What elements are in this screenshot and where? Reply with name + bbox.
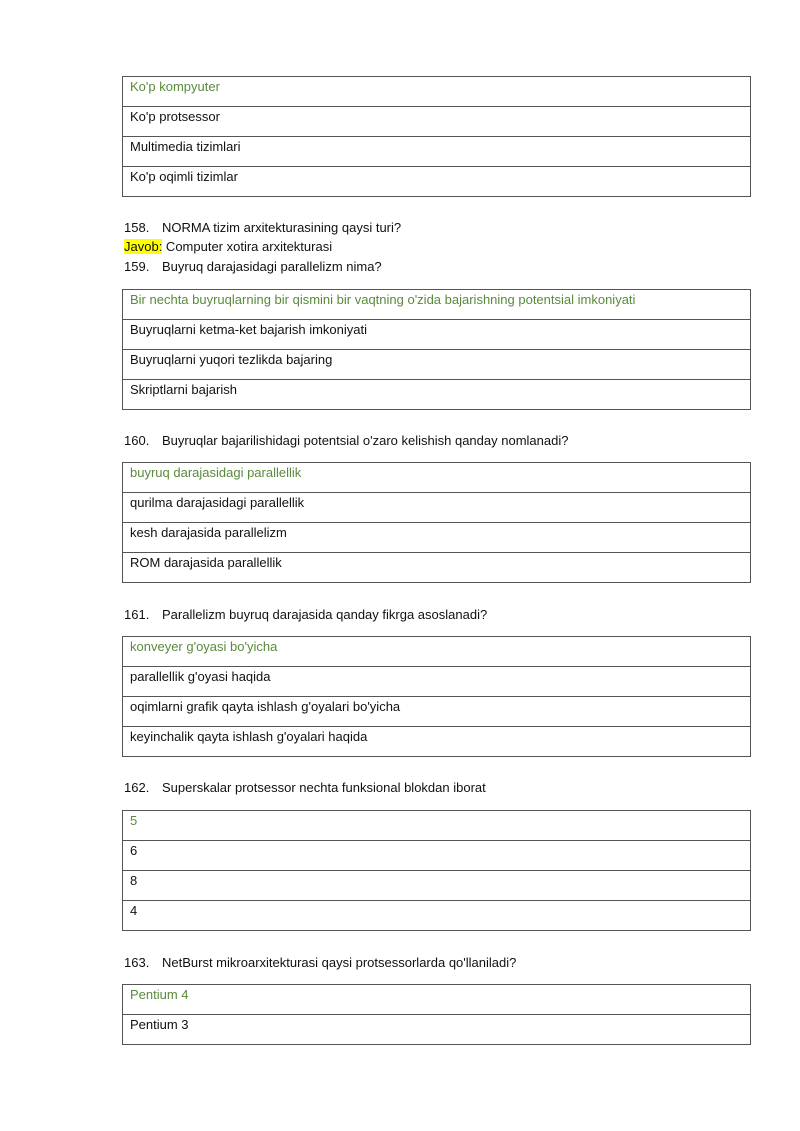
option-cell: Skriptlarni bajarish <box>123 380 751 410</box>
option-row <box>123 493 751 523</box>
question-text: NetBurst mikroarxitekturasi qaysi protsessorlarda qo'llaniladi? <box>162 955 517 970</box>
option-row <box>123 697 751 727</box>
question-number: 162. <box>124 780 150 795</box>
question-text: Buyruq darajasidagi parallelizm nima? <box>162 259 382 274</box>
option-row <box>123 553 751 583</box>
option-cell: Ko'p protsessor <box>123 107 751 137</box>
option-cell: konveyer g'oyasi bo'yicha <box>123 637 751 667</box>
question-text: Parallelizm buyruq darajasida qanday fikrga asoslanadi? <box>162 607 488 622</box>
option-row-correct <box>123 290 751 320</box>
option-row <box>123 320 751 350</box>
option-row <box>123 841 751 871</box>
option-cell: qurilma darajasidagi parallellik <box>123 493 751 523</box>
option-cell: kesh darajasida parallelizm <box>123 523 751 553</box>
question-number: 163. <box>124 955 150 970</box>
question-162 <box>124 779 486 797</box>
question-number: 159. <box>124 259 150 274</box>
option-row <box>123 350 751 380</box>
question-160 <box>124 432 568 450</box>
options-table-161 <box>122 636 751 757</box>
option-row <box>123 137 751 167</box>
options-table-157 <box>122 76 751 197</box>
option-row <box>123 523 751 553</box>
option-cell: Buyruqlarni yuqori tezlikda bajaring <box>123 350 751 380</box>
option-row-correct <box>123 77 751 107</box>
option-row-correct <box>123 811 751 841</box>
option-cell: keyinchalik qayta ishlash g'oyalari haqida <box>123 727 751 757</box>
option-cell: Pentium 4 <box>123 985 751 1015</box>
option-row <box>123 871 751 901</box>
question-number: 160. <box>124 433 150 448</box>
options-table-163 <box>122 984 751 1045</box>
options-table-162 <box>122 810 751 931</box>
question-163 <box>124 954 516 972</box>
question-number: 161. <box>124 607 150 622</box>
option-row <box>123 1015 751 1045</box>
option-row <box>123 667 751 697</box>
option-row <box>123 901 751 931</box>
answer-text: Computer xotira arxitekturasi <box>162 239 333 254</box>
options-table-160 <box>122 462 751 583</box>
option-cell: Bir nechta buyruqlarning bir qismini bir vaqtning o'zida bajarishning potentsial imkoniyati <box>123 290 751 320</box>
answer-label: Javob: <box>124 239 163 254</box>
option-cell: 4 <box>123 901 751 931</box>
option-row-correct <box>123 637 751 667</box>
option-cell: Ko'p oqimli tizimlar <box>123 167 751 197</box>
option-cell: 5 <box>123 811 751 841</box>
question-text: Superskalar protsessor nechta funksional blokdan iborat <box>162 780 486 795</box>
option-row <box>123 727 751 757</box>
option-cell: Ko'p kompyuter <box>123 77 751 107</box>
option-cell: parallellik g'oyasi haqida <box>123 667 751 697</box>
option-row <box>123 380 751 410</box>
option-cell: Pentium 3 <box>123 1015 751 1045</box>
options-table-159 <box>122 289 751 410</box>
option-cell: Multimedia tizimlari <box>123 137 751 167</box>
option-cell: ROM darajasida parallellik <box>123 553 751 583</box>
question-text: Buyruqlar bajarilishidagi potentsial o'zaro kelishish qanday nomlanadi? <box>162 433 569 448</box>
option-cell: 8 <box>123 871 751 901</box>
answer-158 <box>124 238 332 256</box>
option-cell: buyruq darajasidagi parallellik <box>123 463 751 493</box>
option-cell: oqimlarni grafik qayta ishlash g'oyalari bo'yicha <box>123 697 751 727</box>
option-row-correct <box>123 463 751 493</box>
option-row-correct <box>123 985 751 1015</box>
question-number: 158. <box>124 220 150 235</box>
question-158 <box>124 219 401 237</box>
option-cell: Buyruqlarni ketma-ket bajarish imkoniyati <box>123 320 751 350</box>
question-text: NORMA tizim arxitekturasining qaysi turi? <box>162 220 402 235</box>
option-row <box>123 167 751 197</box>
option-row <box>123 107 751 137</box>
option-cell: 6 <box>123 841 751 871</box>
question-159 <box>124 258 382 276</box>
question-161 <box>124 606 487 624</box>
